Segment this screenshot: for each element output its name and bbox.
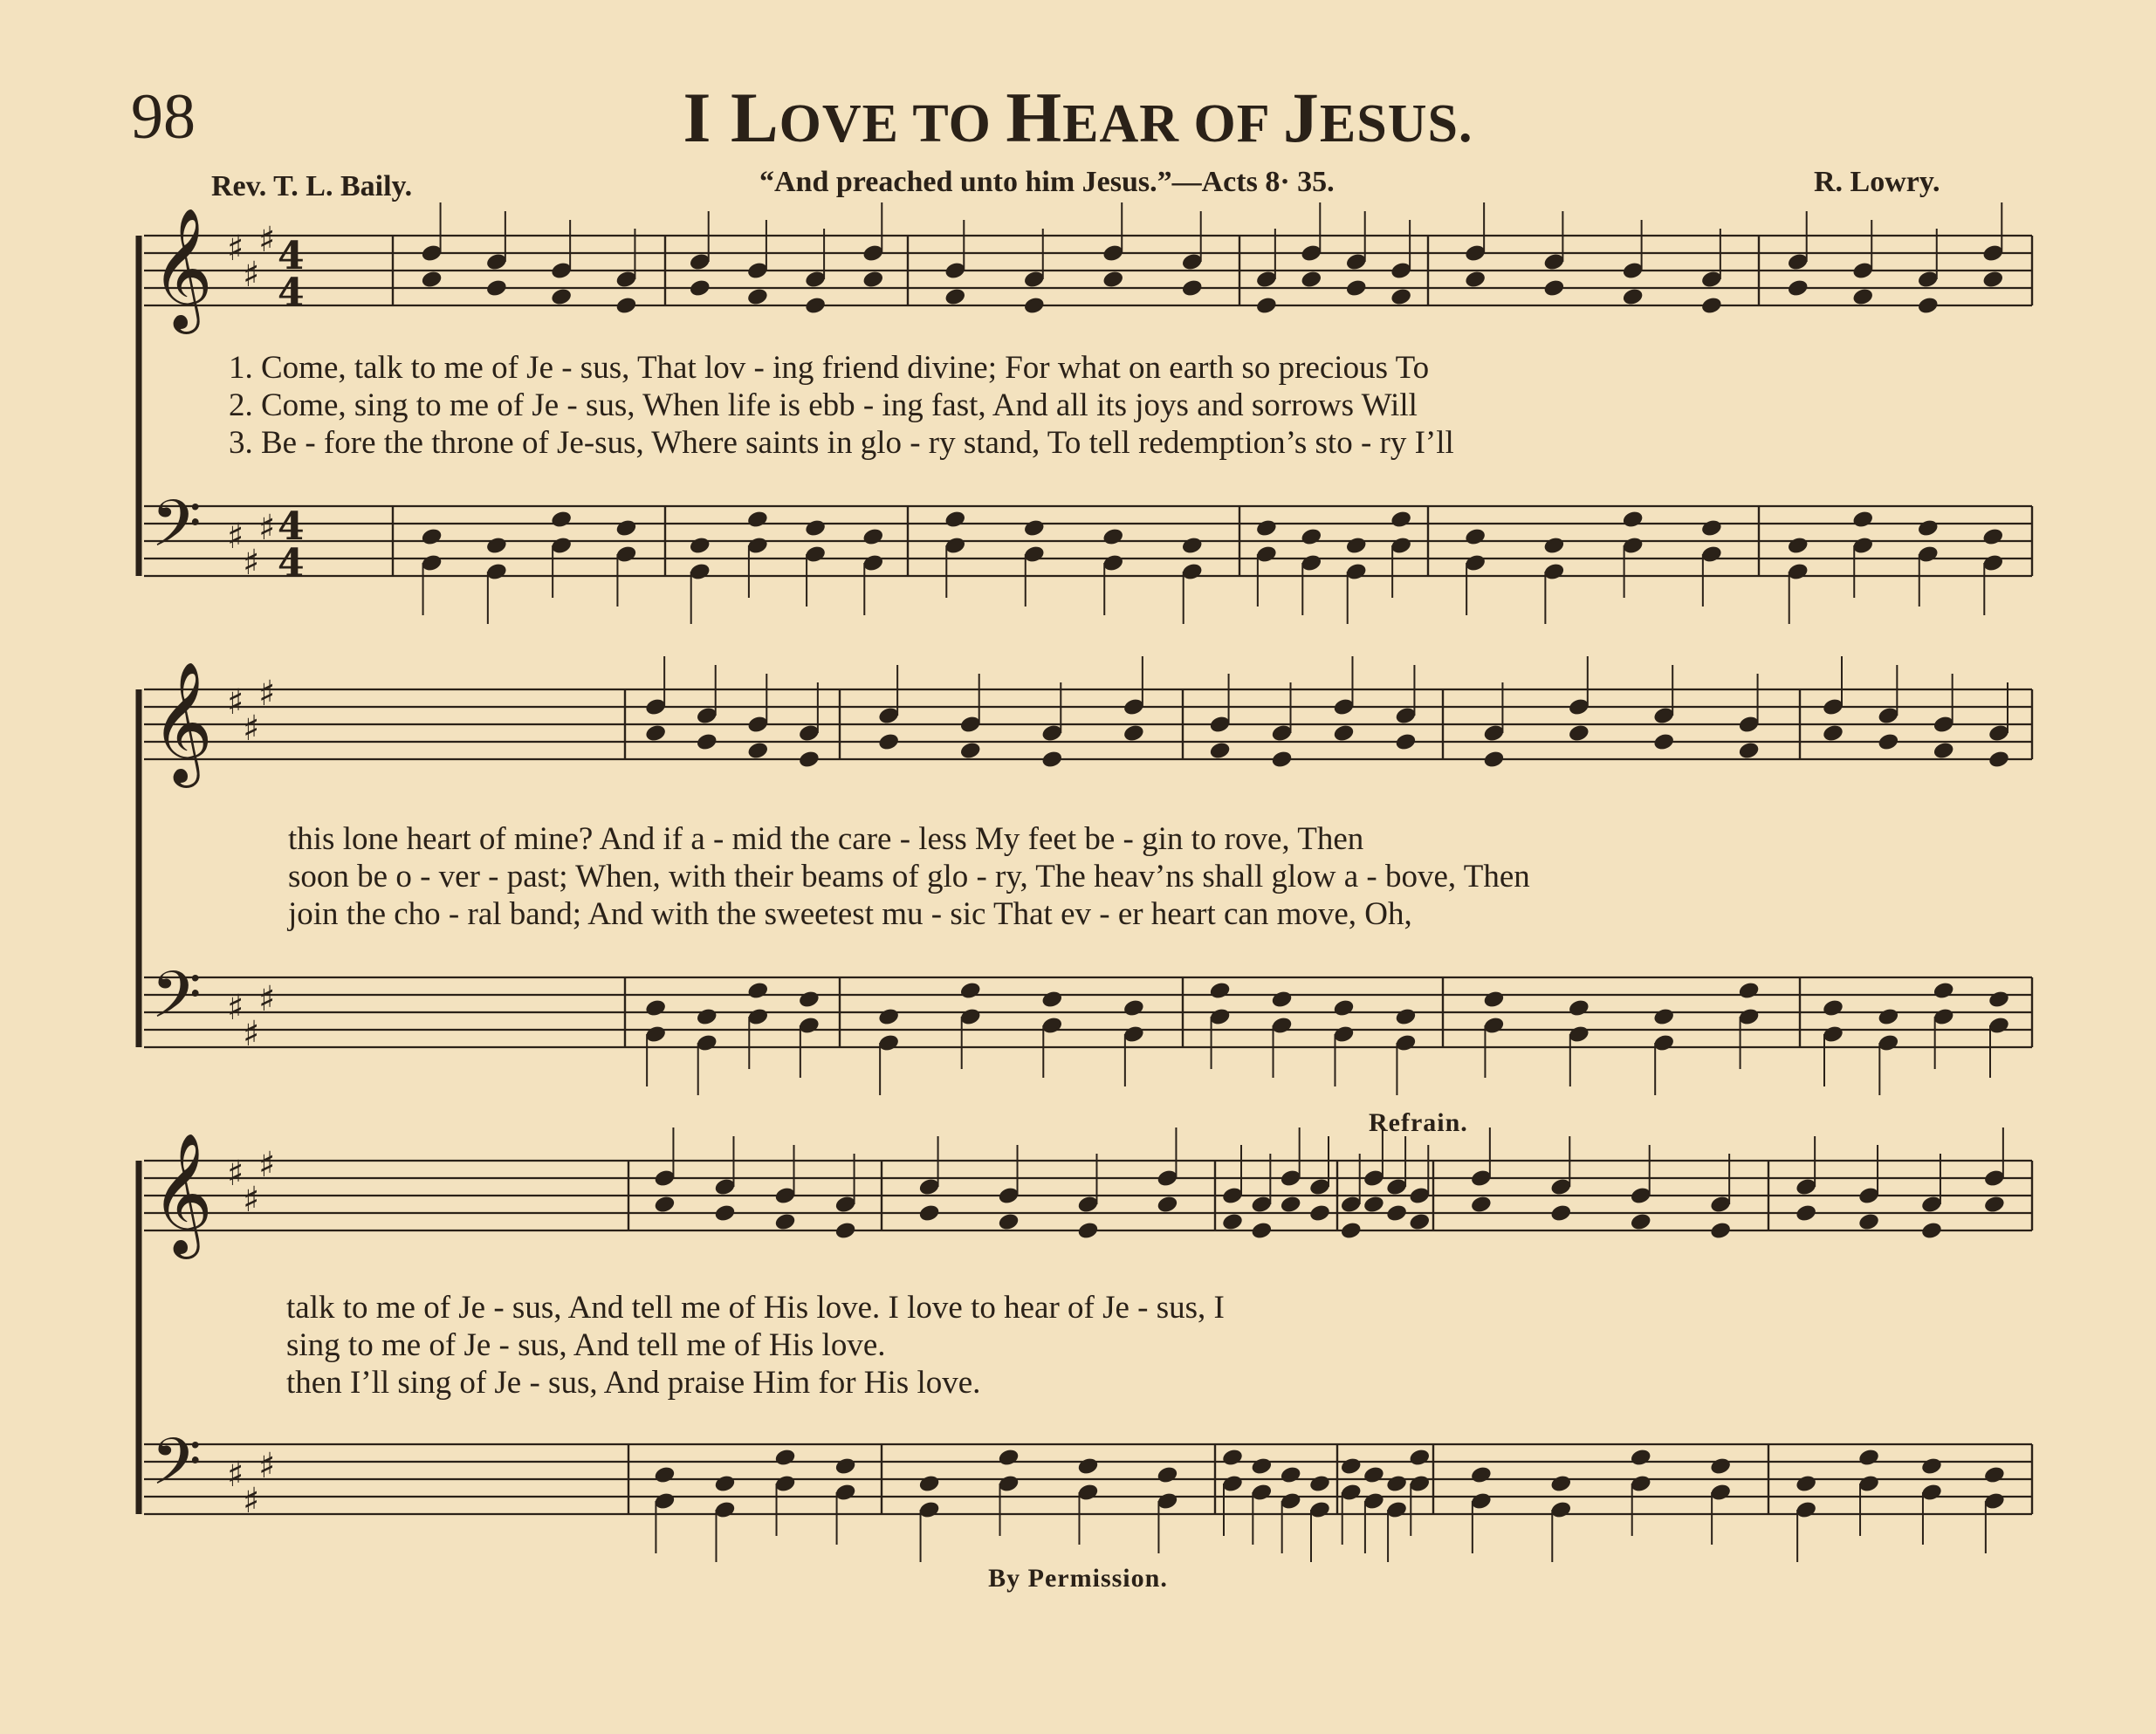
notehead xyxy=(1981,527,2004,547)
notehead xyxy=(1390,510,1412,530)
notehead xyxy=(804,296,827,316)
treble-clef: 𝄞 xyxy=(151,208,213,329)
notehead xyxy=(746,510,769,530)
treble-clef: 𝄞 xyxy=(151,1133,213,1254)
notehead xyxy=(713,1474,736,1494)
notehead xyxy=(1221,1448,1244,1468)
notehead xyxy=(1549,1203,1572,1223)
notehead xyxy=(1408,1448,1431,1468)
notehead xyxy=(1568,723,1590,744)
notehead xyxy=(1123,723,1145,744)
notehead xyxy=(1464,527,1487,547)
notehead xyxy=(1542,536,1565,556)
notehead xyxy=(653,1465,676,1485)
lyric-line: then I’ll sing of Je - sus, And praise Him for His love. xyxy=(286,1365,981,1401)
notehead xyxy=(485,536,508,556)
notehead xyxy=(959,741,982,761)
bass-clef: 𝄢 xyxy=(151,957,202,1049)
time-signature: 4 xyxy=(278,541,305,586)
notehead xyxy=(798,750,821,770)
notehead xyxy=(1255,518,1278,538)
notehead xyxy=(1250,1456,1273,1477)
notehead xyxy=(696,732,718,752)
notehead xyxy=(1385,1203,1408,1223)
notehead xyxy=(1652,1007,1675,1027)
notehead xyxy=(1988,990,2010,1010)
notehead xyxy=(1737,741,1760,761)
notehead xyxy=(1280,1195,1302,1215)
notehead xyxy=(1795,1203,1817,1223)
sharp-sign: ♯ xyxy=(227,988,244,1028)
notehead xyxy=(1933,741,1955,761)
notehead xyxy=(1920,1456,1943,1477)
sharp-sign: ♯ xyxy=(243,255,260,295)
notehead xyxy=(1181,536,1204,556)
notehead xyxy=(997,1212,1020,1232)
notehead xyxy=(1363,1465,1385,1485)
notehead xyxy=(1709,1456,1732,1477)
notehead xyxy=(798,990,821,1010)
sharp-sign: ♯ xyxy=(243,1481,260,1521)
notehead xyxy=(1308,1203,1331,1223)
notehead xyxy=(1076,1456,1099,1477)
notehead xyxy=(550,287,573,307)
notehead xyxy=(944,287,966,307)
notehead xyxy=(917,1203,940,1223)
notehead xyxy=(834,1221,856,1241)
notehead xyxy=(773,1448,796,1468)
notehead xyxy=(1181,278,1204,298)
notehead xyxy=(1983,1195,2006,1215)
notehead xyxy=(1622,287,1644,307)
sharp-sign: ♯ xyxy=(243,1180,260,1220)
notehead xyxy=(1394,732,1417,752)
notehead xyxy=(773,1212,796,1232)
notehead xyxy=(1652,732,1675,752)
notehead xyxy=(1076,1221,1099,1241)
lyric-line: join the cho - ral band; And with the sweetest mu - sic That ev - er heart can move, Oh, xyxy=(288,896,1412,932)
sharp-sign: ♯ xyxy=(258,1446,276,1486)
notehead xyxy=(1280,1465,1302,1485)
notehead xyxy=(804,518,827,538)
notehead xyxy=(653,1195,676,1215)
sharp-sign: ♯ xyxy=(227,1154,244,1194)
notehead xyxy=(1920,1221,1943,1241)
title-part: I xyxy=(683,78,731,157)
notehead xyxy=(550,510,573,530)
notehead xyxy=(420,270,443,290)
notehead xyxy=(746,287,769,307)
notehead xyxy=(1851,287,1874,307)
notehead xyxy=(1482,750,1505,770)
title-part: OVE TO xyxy=(779,94,1006,154)
sharp-sign: ♯ xyxy=(227,1455,244,1495)
notehead xyxy=(862,527,884,547)
notehead xyxy=(1332,998,1355,1018)
scripture-epigraph: “And preached unto him Jesus.”—Acts 8· 35. xyxy=(759,166,1335,198)
lyric-line: sing to me of Je - sus, And tell me of His love. xyxy=(286,1327,886,1363)
notehead xyxy=(713,1203,736,1223)
notehead xyxy=(1630,1448,1652,1468)
time-signature: 4 xyxy=(278,271,305,315)
notehead xyxy=(877,732,900,752)
notehead xyxy=(1340,1456,1363,1477)
notehead xyxy=(1040,990,1063,1010)
notehead xyxy=(1270,750,1293,770)
notehead xyxy=(1023,518,1046,538)
notehead xyxy=(1877,1007,1899,1027)
notehead xyxy=(644,723,667,744)
notehead xyxy=(689,278,711,298)
notehead xyxy=(944,510,966,530)
notehead xyxy=(862,270,884,290)
notehead xyxy=(1630,1212,1652,1232)
notehead xyxy=(615,518,637,538)
notehead xyxy=(1345,536,1368,556)
notehead xyxy=(1345,278,1368,298)
notehead xyxy=(1700,296,1723,316)
title-part: J xyxy=(1282,78,1320,157)
lyric-line: 3. Be - fore the throne of Je-sus, Where saints in glo - ry stand, To tell redemption’s sto - ry I’ll xyxy=(229,425,1454,461)
notehead xyxy=(1308,1474,1331,1494)
notehead xyxy=(1851,510,1874,530)
notehead xyxy=(1482,990,1505,1010)
notehead xyxy=(1464,270,1487,290)
notehead xyxy=(1208,981,1231,1001)
notehead xyxy=(1023,296,1046,316)
sharp-sign: ♯ xyxy=(258,979,276,1019)
notehead xyxy=(1102,527,1124,547)
notehead xyxy=(1787,278,1809,298)
notehead xyxy=(485,278,508,298)
sharp-sign: ♯ xyxy=(243,1014,260,1054)
notehead xyxy=(1983,1465,2006,1485)
notehead xyxy=(1822,998,1844,1018)
lyricist-credit: Rev. T. L. Baily. xyxy=(211,170,413,202)
notehead xyxy=(1255,296,1278,316)
notehead xyxy=(746,741,769,761)
notehead xyxy=(1394,1007,1417,1027)
notehead xyxy=(959,981,982,1001)
refrain-label: Refrain. xyxy=(1369,1108,1468,1137)
notehead xyxy=(1737,981,1760,1001)
notehead xyxy=(1363,1195,1385,1215)
lyric-line: talk to me of Je - sus, And tell me of His love. I love to hear of Je - sus, I xyxy=(286,1290,1225,1326)
notehead xyxy=(834,1456,856,1477)
sharp-sign: ♯ xyxy=(227,517,244,557)
bass-clef: 𝄢 xyxy=(151,1424,202,1516)
notehead xyxy=(1385,1474,1408,1494)
time-signature: 4 xyxy=(278,234,305,278)
lyric-line: 2. Come, sing to me of Je - sus, When life is ebb - ing fast, And all its joys and sorrows Will xyxy=(229,387,1418,423)
notehead xyxy=(1568,998,1590,1018)
sharp-sign: ♯ xyxy=(258,508,276,548)
notehead xyxy=(1988,750,2010,770)
notehead xyxy=(1156,1465,1178,1485)
notehead xyxy=(644,998,667,1018)
notehead xyxy=(1549,1474,1572,1494)
page-number: 98 xyxy=(131,81,196,153)
time-signature: 4 xyxy=(278,504,305,549)
permission-note: By Permission. xyxy=(988,1564,1168,1593)
notehead xyxy=(1857,1212,1880,1232)
title-part: L xyxy=(730,78,779,157)
notehead xyxy=(1208,741,1231,761)
notehead xyxy=(615,296,637,316)
notehead xyxy=(1542,278,1565,298)
notehead xyxy=(1787,536,1809,556)
sharp-sign: ♯ xyxy=(258,674,276,714)
notehead xyxy=(1408,1212,1431,1232)
notehead xyxy=(1250,1221,1273,1241)
notehead xyxy=(1340,1221,1363,1241)
notehead xyxy=(1300,270,1322,290)
notehead xyxy=(1156,1195,1178,1215)
title-part: ESUS. xyxy=(1319,94,1473,154)
notehead xyxy=(1221,1212,1244,1232)
treble-clef: 𝄞 xyxy=(151,661,213,783)
notehead xyxy=(1700,518,1723,538)
sharp-sign: ♯ xyxy=(243,543,260,583)
composer-credit: R. Lowry. xyxy=(1814,166,1940,198)
notehead xyxy=(1822,723,1844,744)
notehead xyxy=(997,1448,1020,1468)
notehead xyxy=(1270,990,1293,1010)
lyric-line: this lone heart of mine? And if a - mid the care - less My feet be - gin to rove, Then xyxy=(288,821,1364,857)
notehead xyxy=(1300,527,1322,547)
notehead xyxy=(1040,750,1063,770)
title-part: EAR OF xyxy=(1062,94,1283,154)
notehead xyxy=(1981,270,2004,290)
notehead xyxy=(1102,270,1124,290)
notehead xyxy=(746,981,769,1001)
notehead xyxy=(1917,518,1940,538)
notehead xyxy=(1795,1474,1817,1494)
notehead xyxy=(1933,981,1955,1001)
lyric-line: soon be o - ver - past; When, with their beams of glo - ry, The heav’ns shall glow a - bove, Then xyxy=(288,859,1530,894)
sharp-sign: ♯ xyxy=(227,229,244,269)
notehead xyxy=(877,1007,900,1027)
notehead xyxy=(689,536,711,556)
title-part: H xyxy=(1006,78,1063,157)
sharp-sign: ♯ xyxy=(258,1145,276,1185)
notehead xyxy=(1332,723,1355,744)
notehead xyxy=(1877,732,1899,752)
notehead xyxy=(420,527,443,547)
sharp-sign: ♯ xyxy=(258,220,276,260)
notehead xyxy=(696,1007,718,1027)
notehead xyxy=(917,1474,940,1494)
sharp-sign: ♯ xyxy=(243,709,260,749)
lyric-line: 1. Come, talk to me of Je - sus, That lov - ing friend divine; For what on earth so precious To xyxy=(229,350,1430,386)
notehead xyxy=(1390,287,1412,307)
notehead xyxy=(1123,998,1145,1018)
notehead xyxy=(1857,1448,1880,1468)
notehead xyxy=(1470,1465,1493,1485)
notehead xyxy=(1470,1195,1493,1215)
notehead xyxy=(1709,1221,1732,1241)
notehead xyxy=(1622,510,1644,530)
bass-clef: 𝄢 xyxy=(151,486,202,578)
sharp-sign: ♯ xyxy=(227,682,244,723)
notehead xyxy=(1917,296,1940,316)
